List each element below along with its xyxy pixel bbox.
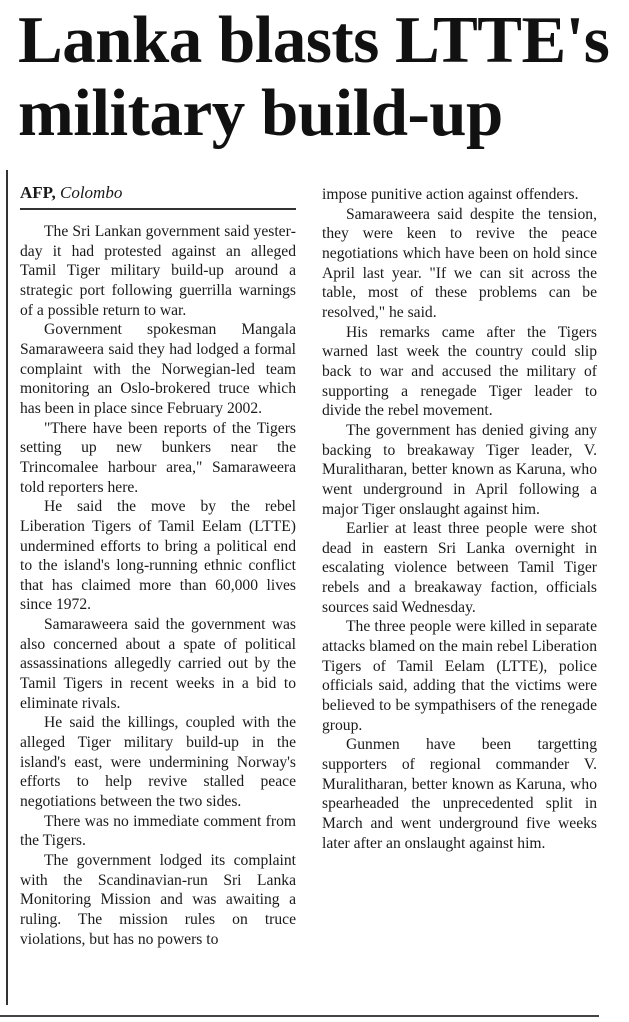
left-column-rule bbox=[6, 170, 8, 1005]
paragraph: Earlier at least three people were shot dead in eastern Sri Lanka overnight in escalating violence between Tamil Tiger rebels and a breakaway faction, officials sources said Wednesday. bbox=[322, 520, 597, 616]
headline bbox=[18, 4, 618, 150]
headline-line-1: Lanka blasts LTTE's bbox=[18, 3, 610, 77]
paragraph: His remarks came after the Tigers warned last week the country could slip back to war and accused the military of supporting a renegade Tiger leader to divide the rebel movement. bbox=[322, 323, 597, 420]
article-column-1 bbox=[20, 222, 296, 949]
paragraph: Government spokesman Mangala Samaraweera said they had lodged a formal complaint with the Norwegian-led team monitoring an Oslo-brokered truce which has been in place since February 2002. bbox=[20, 321, 296, 417]
paragraph: He said the killings, coupled with the alleged Tiger military build-up in the island's east, were undermining Norway's efforts to help revive stalled peace negotiations between the two sides. bbox=[20, 714, 296, 811]
paragraph-continued: impose punitive action against offenders. bbox=[322, 186, 579, 203]
article-column-2 bbox=[322, 185, 597, 853]
byline-city: Colombo bbox=[60, 183, 123, 202]
byline bbox=[20, 182, 296, 210]
byline-agency: AFP, bbox=[20, 183, 56, 202]
paragraph: There was no immediate comment from the Tigers. bbox=[20, 812, 296, 850]
paragraph: The government has denied giving any backing to breakaway Tiger leader, V. Muralitharan, better known as Karuna, who went underground in April following a major Tiger onslaught against him. bbox=[322, 421, 597, 518]
paragraph: He said the move by the rebel Liberation Tigers of Tamil Eelam (LTTE) undermined efforts to bring a political end to the island's long-running ethnic conflict that has claimed more than 60,000 lives since 1972. bbox=[20, 498, 296, 614]
bottom-rule bbox=[0, 1015, 599, 1017]
paragraph: The three people were killed in separate attacks blamed on the main rebel Liberation Tigers of Tamil Eelam (LTTE), police officials said, adding that the victims were believed to be sympathisers of the renegade group. bbox=[322, 618, 597, 734]
headline-line-2: military build-up bbox=[18, 76, 503, 150]
paragraph: The government lodged its complaint with the Scandinavian-run Sri Lanka Monitoring Mission and was awaiting a ruling. The mission rules on truce violations, but has no powers to bbox=[20, 852, 296, 948]
paragraph: Samaraweera said despite the tension, they were keen to revive the peace negotiations which have been on hold since April last year. "If we can sit across the table, most of these problems can be resolved," he said. bbox=[322, 205, 597, 321]
paragraph: The Sri Lankan government said yesterday it had protested against an alleged Tamil Tiger military build-up around a strategic port following guerrilla warnings of a possible return to war. bbox=[20, 223, 296, 319]
paragraph: Samaraweera said the government was also concerned about a spate of political assassinations allegedly carried out by the Tamil Tigers in recent weeks in a bid to eliminate rivals. bbox=[20, 616, 296, 712]
paragraph: "There have been reports of the Tigers setting up new bunkers near the Trincomalee harbour area," Samaraweera told reporters here. bbox=[20, 419, 296, 496]
paragraph: Gunmen have been targetting supporters of regional commander V. Muralitharan, better known as Karuna, who spearheaded the unprecedented split in March and went underground five weeks later after an onslaught against him. bbox=[322, 736, 597, 852]
